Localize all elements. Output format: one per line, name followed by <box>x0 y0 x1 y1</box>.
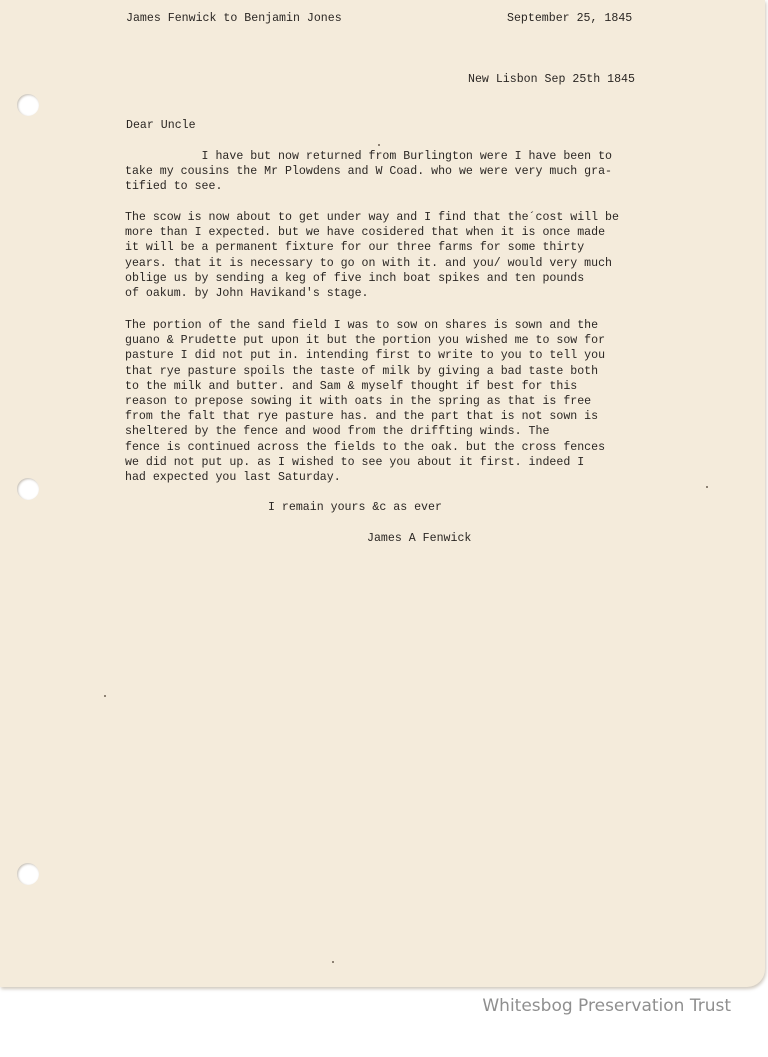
binder-hole-middle <box>17 478 39 500</box>
letter-signature: James A Fenwick <box>367 532 472 545</box>
paper-speck <box>706 486 708 488</box>
watermark-text: Whitesbog Preservation Trust <box>482 996 731 1016</box>
header-date: September 25, 1845 <box>507 12 633 25</box>
paper-speck <box>378 144 380 146</box>
header-from-to: James Fenwick to Benjamin Jones <box>126 12 342 25</box>
binder-hole-top <box>17 94 39 116</box>
letter-salutation: Dear Uncle <box>126 119 196 132</box>
paper-speck <box>104 695 106 697</box>
binder-hole-bottom <box>17 863 39 885</box>
letter-paragraph-2: The scow is now about to get under way and I find that the´cost will be more than I expected. but we have cosidered that when it is once made it will be a permanent fixture for our three farms for some thirty years. that it is necessary to go on with it. and you/ would very much oblige us by sending a keg of five inch boat spikes and ten pounds of oakum. by John Havikand's stage. <box>125 211 619 301</box>
letter-paragraph-1: I have but now returned from Burlington were I have been to take my cousins the Mr Plowdens and W Coad. who we were very much gra- tified to see. <box>125 150 613 194</box>
paper-speck <box>332 961 334 963</box>
letter-place-date: New Lisbon Sep 25th 1845 <box>468 73 635 86</box>
letter-paragraph-3: The portion of the sand field I was to sow on shares is sown and the guano & Prudette put upon it but the portion you wished me to sow for pasture I did not put in. intending first to write to you to tell you that rye pasture spoils the taste of milk by giving a bad taste both to the milk and butter. and Sam & myself thought if best for this reason to prepose sowing it with oats in the spring as that is free from the falt that rye pasture has. and the part that is not sown is sheltered by the fence and wood from the driffting winds. The fence is continued across the fields to the oak. but the cross fences we did not put up. as I wished to see you about it first. indeed I had expected you last Saturday. <box>125 319 606 485</box>
letter-closing: I remain yours &c as ever <box>268 501 442 514</box>
